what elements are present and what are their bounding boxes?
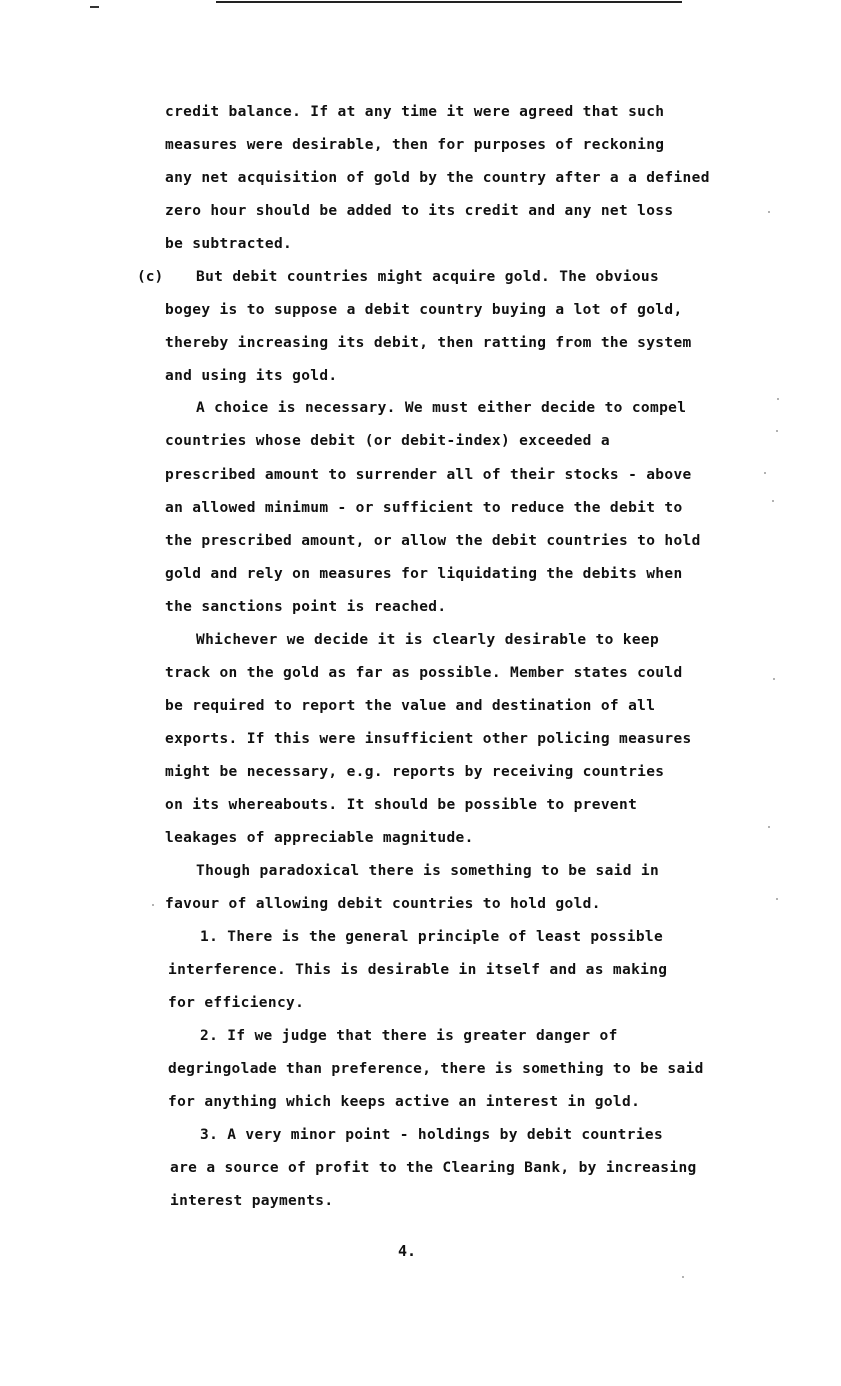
scan-speck <box>764 472 766 474</box>
text-line: an allowed minimum - or sufficient to reduce the debit to <box>165 500 683 516</box>
text-line: zero hour should be added to its credit and any net loss <box>165 203 674 219</box>
text-line: Though paradoxical there is something to be said in <box>196 863 660 879</box>
text-line: prescribed amount to surrender all of their stocks - above <box>165 467 692 483</box>
text-line: track on the gold as far as possible. Member states could <box>165 665 683 681</box>
text-line: thereby increasing its debit, then ratting from the system <box>165 335 692 351</box>
text-line: 1. There is the general principle of least possible <box>200 929 664 945</box>
text-line: measures were desirable, then for purposes of reckoning <box>165 137 665 153</box>
text-line: countries whose debit (or debit-index) exceeded a <box>165 433 610 449</box>
text-line: interest payments. <box>170 1193 334 1209</box>
text-line: credit balance. If at any time it were agreed that such <box>165 104 665 120</box>
scan-speck <box>773 678 775 680</box>
scan-speck <box>768 211 770 213</box>
text-line: gold and rely on measures for liquidating the debits when <box>165 566 683 582</box>
scan-speck <box>776 898 778 900</box>
text-line: might be necessary, e.g. reports by receiving countries <box>165 764 665 780</box>
text-line: for efficiency. <box>168 995 305 1011</box>
scan-speck <box>776 430 778 432</box>
text-line: 2. If we judge that there is greater danger of <box>200 1028 618 1044</box>
text-line: But debit countries might acquire gold. The obvious <box>196 269 660 285</box>
scan-speck <box>768 826 770 828</box>
text-line: bogey is to suppose a debit country buying a lot of gold, <box>165 302 683 318</box>
text-line: be subtracted. <box>165 236 293 252</box>
text-line: and using its gold. <box>165 368 338 384</box>
text-line: leakages of appreciable magnitude. <box>165 830 474 846</box>
paragraph-c-marker: (c) <box>137 269 164 285</box>
text-line: the prescribed amount, or allow the debit countries to hold <box>165 533 701 549</box>
scan-speck <box>772 500 774 502</box>
text-line: A choice is necessary. We must either decide to compel <box>196 400 687 416</box>
text-line: exports. If this were insufficient other policing measures <box>165 731 692 747</box>
scan-speck <box>152 904 154 906</box>
text-line: are a source of profit to the Clearing Bank, by increasing <box>170 1160 697 1176</box>
text-line: interference. This is desirable in itself and as making <box>168 962 668 978</box>
text-line: be required to report the value and destination of all <box>165 698 656 714</box>
text-line: degringolade than preference, there is something to be said <box>168 1061 704 1077</box>
text-line: the sanctions point is reached. <box>165 599 447 615</box>
scan-speck <box>777 398 779 400</box>
page-number: 4. <box>398 1242 417 1260</box>
top-rule <box>216 1 682 3</box>
text-line: Whichever we decide it is clearly desirable to keep <box>196 632 660 648</box>
text-line: on its whereabouts. It should be possible to prevent <box>165 797 638 813</box>
text-line: any net acquisition of gold by the country after a a defined <box>165 170 710 186</box>
text-line: for anything which keeps active an interest in gold. <box>168 1094 641 1110</box>
scan-speck <box>682 1276 684 1278</box>
text-line: 3. A very minor point - holdings by debit countries <box>200 1127 664 1143</box>
top-dash-mark <box>90 6 99 8</box>
text-line: favour of allowing debit countries to hold gold. <box>165 896 601 912</box>
